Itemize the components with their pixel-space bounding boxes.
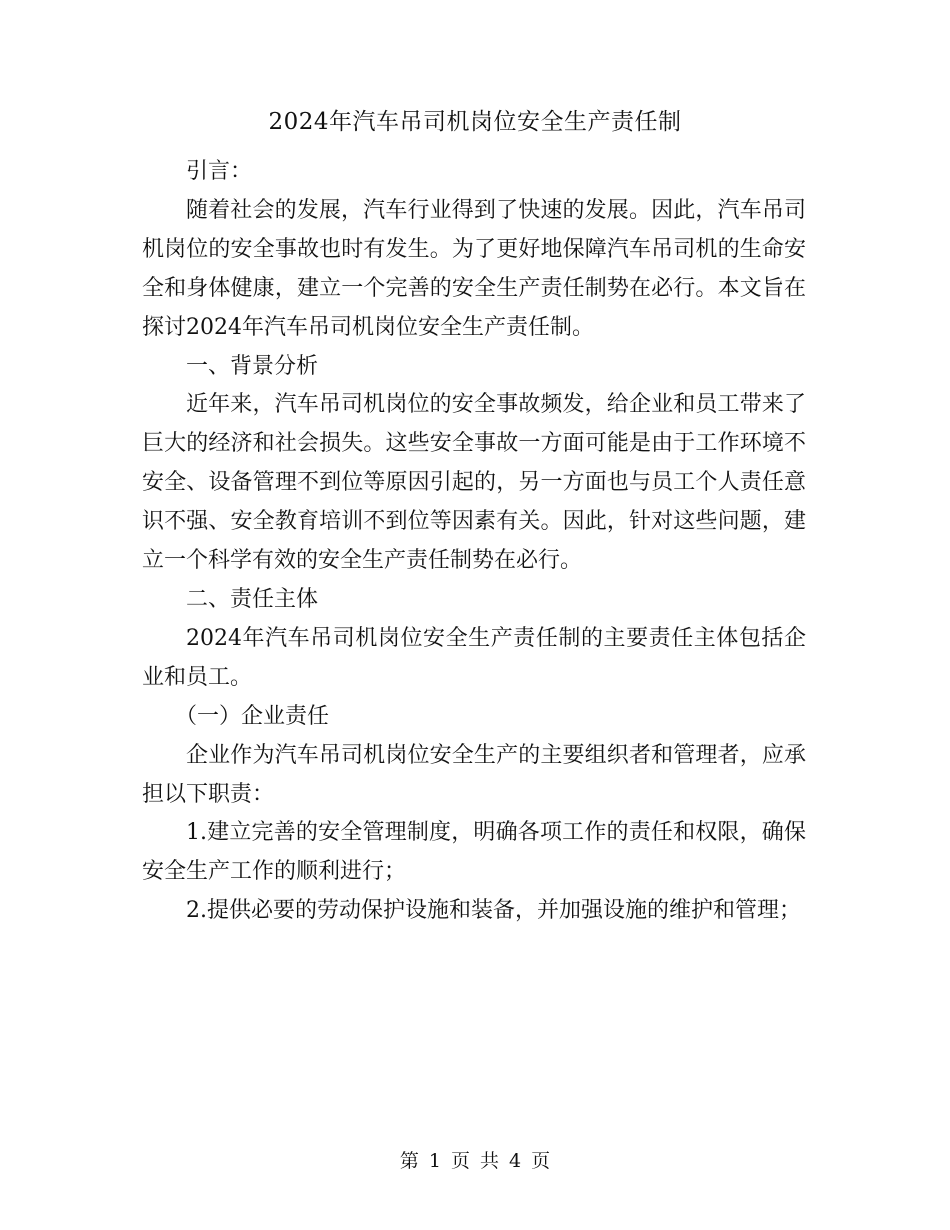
list-item: 1.建立完善的安全管理制度，明确各项工作的责任和权限，确保安全生产工作的顺利进行；	[142, 820, 806, 885]
document-body	[142, 153, 806, 931]
responsibility-paragraph: 2024年汽车吊司机岗位安全生产责任制的主要责任主体包括企业和员工。	[142, 625, 806, 690]
enterprise-paragraph: 企业作为汽车吊司机岗位安全生产的主要组织者和管理者，应承担以下职责：	[142, 742, 806, 807]
document-title: 2024年汽车吊司机岗位安全生产责任制	[268, 109, 682, 135]
subsection-heading-enterprise: （一）企业责任	[175, 703, 330, 729]
intro-label: 引言：	[186, 159, 253, 184]
intro-paragraph: 随着社会的发展，汽车行业得到了快速的发展。因此，汽车吊司机岗位的安全事故也时有发生。为了更好地保障汽车吊司机的生命安全和身体健康，建立一个完善的安全生产责任制势在必行。本文旨在探讨2024年汽车吊司机岗位安全生产责任制。	[142, 197, 806, 340]
section-heading-responsibility: 二、责任主体	[186, 586, 319, 612]
page-footer: 第 1 页 共 4 页	[399, 1150, 551, 1172]
background-paragraph: 近年来，汽车吊司机岗位的安全事故频发，给企业和员工带来了巨大的经济和社会损失。这些安全事故一方面可能是由于工作环境不安全、设备管理不到位等原因引起的，另一方面也与员工个人责任意识不强、安全教育培训不到位等因素有关。因此，针对这些问题，建立一个科学有效的安全生产责任制势在必行。	[142, 392, 806, 574]
section-heading-background: 一、背景分析	[186, 353, 319, 379]
list-item: 2.提供必要的劳动保护设施和装备，并加强设施的维护和管理；	[186, 898, 801, 924]
